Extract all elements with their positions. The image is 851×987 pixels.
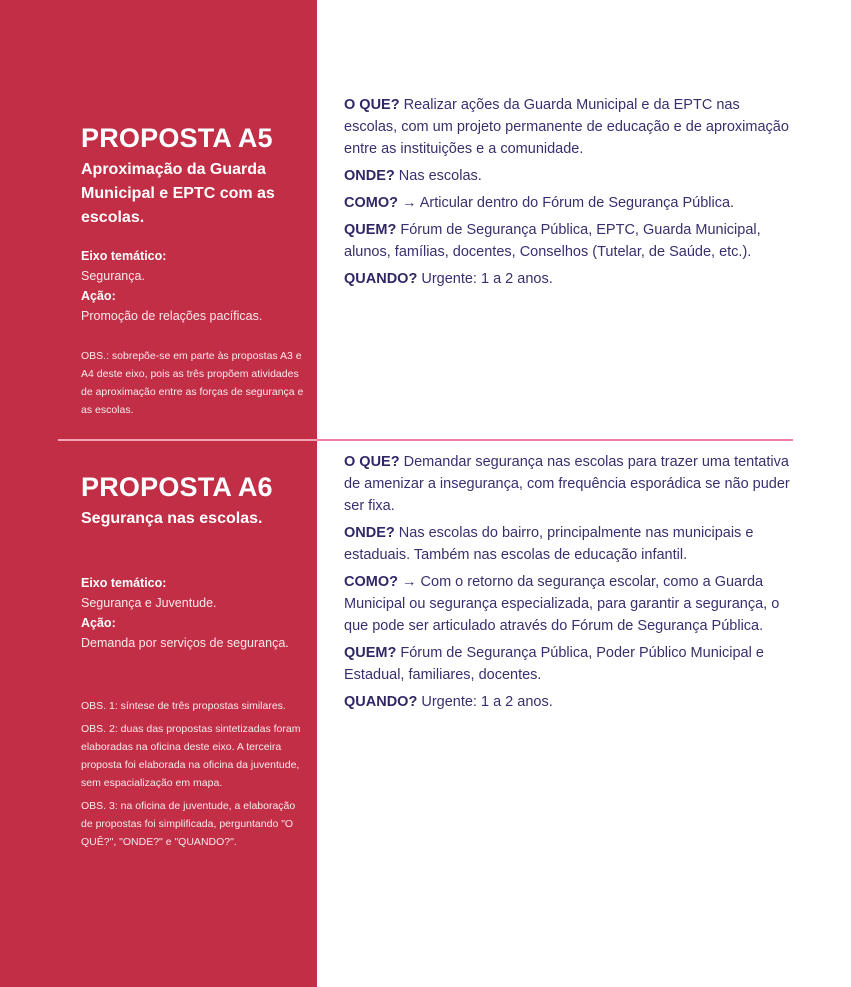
proposta-a5-title: PROPOSTA A5 (81, 123, 273, 153)
quem-text: Fórum de Segurança Pública, EPTC, Guarda Municipal, alunos, famílias, docentes, Conselhos (Tutelar, de Saúde, etc.). (344, 222, 761, 260)
quando-text: Urgente: 1 a 2 anos. (421, 271, 553, 287)
como-text: → Com o retorno da segurança escolar, como a Guarda Municipal ou segurança especializada, para garantir a segurança, o que pode ser articulado através do Fórum de Segurança Pública. (344, 574, 780, 634)
como-label: COMO? (344, 574, 398, 590)
como-text: → Articular dentro do Fórum de Segurança Pública. (402, 195, 735, 211)
proposta-a6-subtitle: Segurança nas escolas. (81, 510, 263, 527)
eixo-value: Segurança. (81, 269, 145, 283)
proposta-a5-details (344, 94, 794, 295)
quem-row (344, 642, 794, 686)
onde-row (344, 522, 794, 566)
proposta-a6-meta (81, 573, 306, 653)
obs3-text: OBS. 3: na oficina de juventude, a elaboração de propostas foi simplificada, perguntando "O QUÊ?", "ONDE?" e "QUANDO?". (81, 800, 296, 848)
como-label: COMO? (344, 195, 398, 211)
proposta-a5-summary (81, 122, 306, 424)
oque-label: O QUE? (344, 97, 400, 113)
proposta-a5-obs (81, 347, 306, 419)
quando-label: QUANDO? (344, 271, 418, 287)
quem-text: Fórum de Segurança Pública, Poder Público Municipal e Estadual, familiares, docentes. (344, 645, 764, 683)
onde-row (344, 165, 794, 187)
proposta-a6-title: PROPOSTA A6 (81, 472, 273, 502)
oque-text: Demandar segurança nas escolas para trazer uma tentativa de amenizar a insegurança, com frequência esporádica se não puder ser fixa. (344, 454, 790, 514)
section-divider-right (317, 439, 793, 441)
proposta-a6-obs (81, 697, 306, 851)
onde-label: ONDE? (344, 525, 395, 541)
quando-text: Urgente: 1 a 2 anos. (421, 694, 553, 710)
onde-label: ONDE? (344, 168, 395, 184)
obs1-text: OBS. 1: síntese de três propostas similares. (81, 700, 286, 712)
acao-value: Demanda por serviços de segurança. (81, 636, 289, 650)
quando-label: QUANDO? (344, 694, 418, 710)
quem-label: QUEM? (344, 222, 397, 238)
proposta-a6-summary (81, 471, 306, 856)
quem-label: QUEM? (344, 645, 397, 661)
quando-row (344, 268, 794, 290)
quando-row (344, 691, 794, 713)
como-row (344, 192, 794, 214)
obs2-text: OBS. 2: duas das propostas sintetizadas foram elaboradas na oficina deste eixo. A terceira proposta foi elaborada na oficina da juventude, sem espacialização em mapa. (81, 723, 301, 789)
proposta-a5-subtitle: Aproximação da Guarda Municipal e EPTC com as escolas. (81, 161, 275, 226)
acao-label: Ação: (81, 289, 116, 303)
eixo-value: Segurança e Juventude. (81, 596, 217, 610)
como-row (344, 571, 794, 637)
proposta-a5-meta (81, 246, 306, 326)
eixo-label: Eixo temático: (81, 249, 167, 263)
oque-row (344, 451, 794, 517)
quem-row (344, 219, 794, 263)
proposta-a6-details (344, 451, 794, 718)
oque-row (344, 94, 794, 160)
oque-label: O QUE? (344, 454, 400, 470)
oque-text: Realizar ações da Guarda Municipal e da EPTC nas escolas, com um projeto permanente de educação e de aproximação entre as instituições e a comunidade. (344, 97, 789, 157)
onde-text: Nas escolas. (398, 168, 482, 184)
eixo-label: Eixo temático: (81, 576, 167, 590)
section-divider-left (58, 439, 317, 441)
acao-value: Promoção de relações pacíficas. (81, 309, 263, 323)
acao-label: Ação: (81, 616, 116, 630)
onde-text: Nas escolas do bairro, principalmente nas municipais e estaduais. Também nas escolas de educação infantil. (344, 525, 754, 563)
obs-text: OBS.: sobrepõe-se em parte às propostas A3 e A4 deste eixo, pois as três propõem atividades de aproximação entre as forças de segurança e as escolas. (81, 350, 304, 416)
